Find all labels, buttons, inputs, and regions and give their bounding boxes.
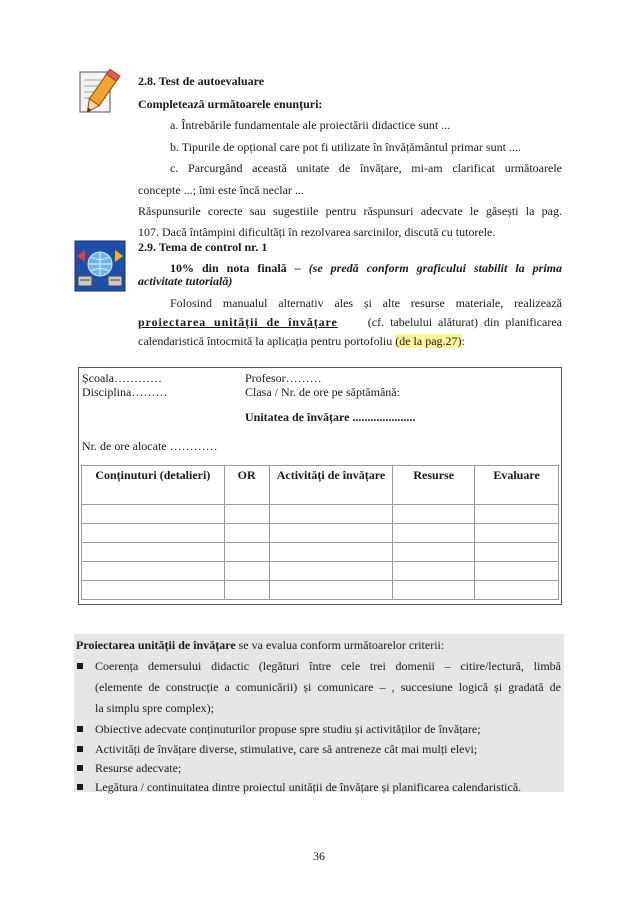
table-cell[interactable] xyxy=(224,562,269,581)
table-cell[interactable] xyxy=(82,524,225,543)
form-allocated-hours-field: Nr. de ore alocate ………… xyxy=(82,439,218,453)
criteria-item-1-line3: la simplu spre complex); xyxy=(95,701,214,715)
criteria-item-3: Activități de învățare diverse, stimulative, care să antreneze cât mai mulți elevi; xyxy=(95,742,478,756)
table-cell[interactable] xyxy=(224,505,269,524)
form-school-field: Școala………… xyxy=(82,371,162,385)
control-task-line1: Folosind manualul alternativ ales și alte resurse materiale, realizează xyxy=(170,296,562,310)
network-transfer-icon xyxy=(74,240,126,292)
criteria-item-1-line2: (elemente de construcție a comunicării) și comunicare – , succesiune logică și gradată de xyxy=(95,680,561,694)
self-test-heading: 2.8. Test de autoevaluare xyxy=(138,74,265,88)
control-grade-line2: activitate tutorială) xyxy=(138,274,233,288)
table-cell[interactable] xyxy=(82,562,225,581)
table-cell[interactable] xyxy=(393,524,475,543)
bullet-icon xyxy=(77,784,83,790)
control-heading: 2.9. Tema de control nr. 1 xyxy=(138,240,268,254)
table-cell[interactable] xyxy=(269,543,393,562)
column-header-resources: Resurse xyxy=(393,466,475,505)
page-reference-highlight[interactable]: (de la pag.27) xyxy=(395,334,462,348)
self-test-item-a: a. Întrebările fundamentale ale proiectării didactice sunt ... xyxy=(170,118,451,132)
table-cell[interactable] xyxy=(475,562,559,581)
unit-design-form xyxy=(78,367,562,605)
table-cell[interactable] xyxy=(269,524,393,543)
table-cell[interactable] xyxy=(393,505,475,524)
table-cell[interactable] xyxy=(393,581,475,600)
form-teacher-field: Profesor……… xyxy=(245,371,322,385)
table-cell[interactable] xyxy=(82,543,225,562)
self-test-item-c-line1: c. Parcurgând această unitate de învățare, mi-am clarificat următoarele xyxy=(170,161,562,175)
bullet-icon xyxy=(77,765,83,771)
criteria-intro-bold: Proiectarea unității de învățare xyxy=(76,638,236,652)
table-row xyxy=(82,524,559,543)
self-test-item-c-line2: concepte ...; îmi este încă neclar ... xyxy=(138,183,304,197)
control-task-line3-end: : xyxy=(461,334,465,348)
control-grade-bold: 10% din nota finală – xyxy=(170,261,301,275)
self-test-instruction: Completează următoarele enunțuri: xyxy=(138,97,323,111)
form-class-hours-field: Clasa / Nr. de ore pe săptămână: xyxy=(245,385,400,399)
table-row xyxy=(82,543,559,562)
table-cell[interactable] xyxy=(393,543,475,562)
table-cell[interactable] xyxy=(475,524,559,543)
bullet-icon xyxy=(77,663,83,669)
table-cell[interactable] xyxy=(475,543,559,562)
control-task-line2 xyxy=(138,315,562,330)
self-test-answers-line2: 107. Dacă întâmpini dificultăți în rezolvarea sarcinilor, discută cu tutorele. xyxy=(138,225,496,239)
criteria-item-5: Legătura / continuitatea dintre proiectul unității de învățare și planificarea calendaristică. xyxy=(95,780,522,794)
form-unit-field: Unitatea de învățare ..................... xyxy=(245,410,416,424)
table-cell[interactable] xyxy=(269,505,393,524)
unit-design-link[interactable]: proiectarea unității de învățare xyxy=(138,315,338,329)
bullet-icon xyxy=(77,746,83,752)
control-task-line3 xyxy=(138,334,465,349)
table-cell[interactable] xyxy=(393,562,475,581)
table-cell[interactable] xyxy=(82,505,225,524)
self-test-item-b: b. Tipurile de opțional care pot fi utilizate în învățământul primar sunt .... xyxy=(170,140,521,154)
table-cell[interactable] xyxy=(224,543,269,562)
table-cell[interactable] xyxy=(82,581,225,600)
bullet-icon xyxy=(77,726,83,732)
control-task-line3-start: calendaristică întocmită la aplicația pentru portofoliu xyxy=(138,334,393,348)
evaluation-criteria-box xyxy=(74,634,564,792)
table-cell[interactable] xyxy=(224,581,269,600)
pencil-icon xyxy=(74,66,122,122)
form-discipline-field: Disciplina……… xyxy=(82,385,168,399)
unit-content-table xyxy=(81,465,559,600)
table-cell[interactable] xyxy=(224,524,269,543)
table-cell[interactable] xyxy=(475,505,559,524)
table-header-row xyxy=(82,466,559,505)
column-header-contents: Conținuturi (detalieri) xyxy=(82,466,225,505)
criteria-item-2: Obiective adecvate conținuturilor propuse spre studiu și activităților de învățare; xyxy=(95,722,481,736)
column-header-or: OR xyxy=(224,466,269,505)
table-cell[interactable] xyxy=(269,581,393,600)
control-task-line2-rest: (cf. tabelului alăturat) din planificarea xyxy=(367,315,562,329)
table-row xyxy=(82,581,559,600)
criteria-item-1-line1: Coerența demersului didactic (legături între cele trei domenii – citire/lectură, limbă xyxy=(95,659,561,673)
criteria-item-4: Resurse adecvate; xyxy=(95,761,182,775)
criteria-intro-rest: se va evalua conform următoarelor criterii: xyxy=(238,638,445,652)
page-number: 36 xyxy=(313,849,325,863)
control-grade-italic: (se predă conform graficului stabilit la prima xyxy=(308,261,563,275)
column-header-evaluation: Evaluare xyxy=(475,466,559,505)
criteria-intro xyxy=(76,638,566,653)
column-header-activities: Activități de învățare xyxy=(269,466,393,505)
table-cell[interactable] xyxy=(475,581,559,600)
table-cell[interactable] xyxy=(269,562,393,581)
table-row xyxy=(82,505,559,524)
self-test-answers-line1: Răspunsurile corecte sau sugestiile pentru răspunsuri adecvate le găsești la pag. xyxy=(138,204,562,218)
table-row xyxy=(82,562,559,581)
